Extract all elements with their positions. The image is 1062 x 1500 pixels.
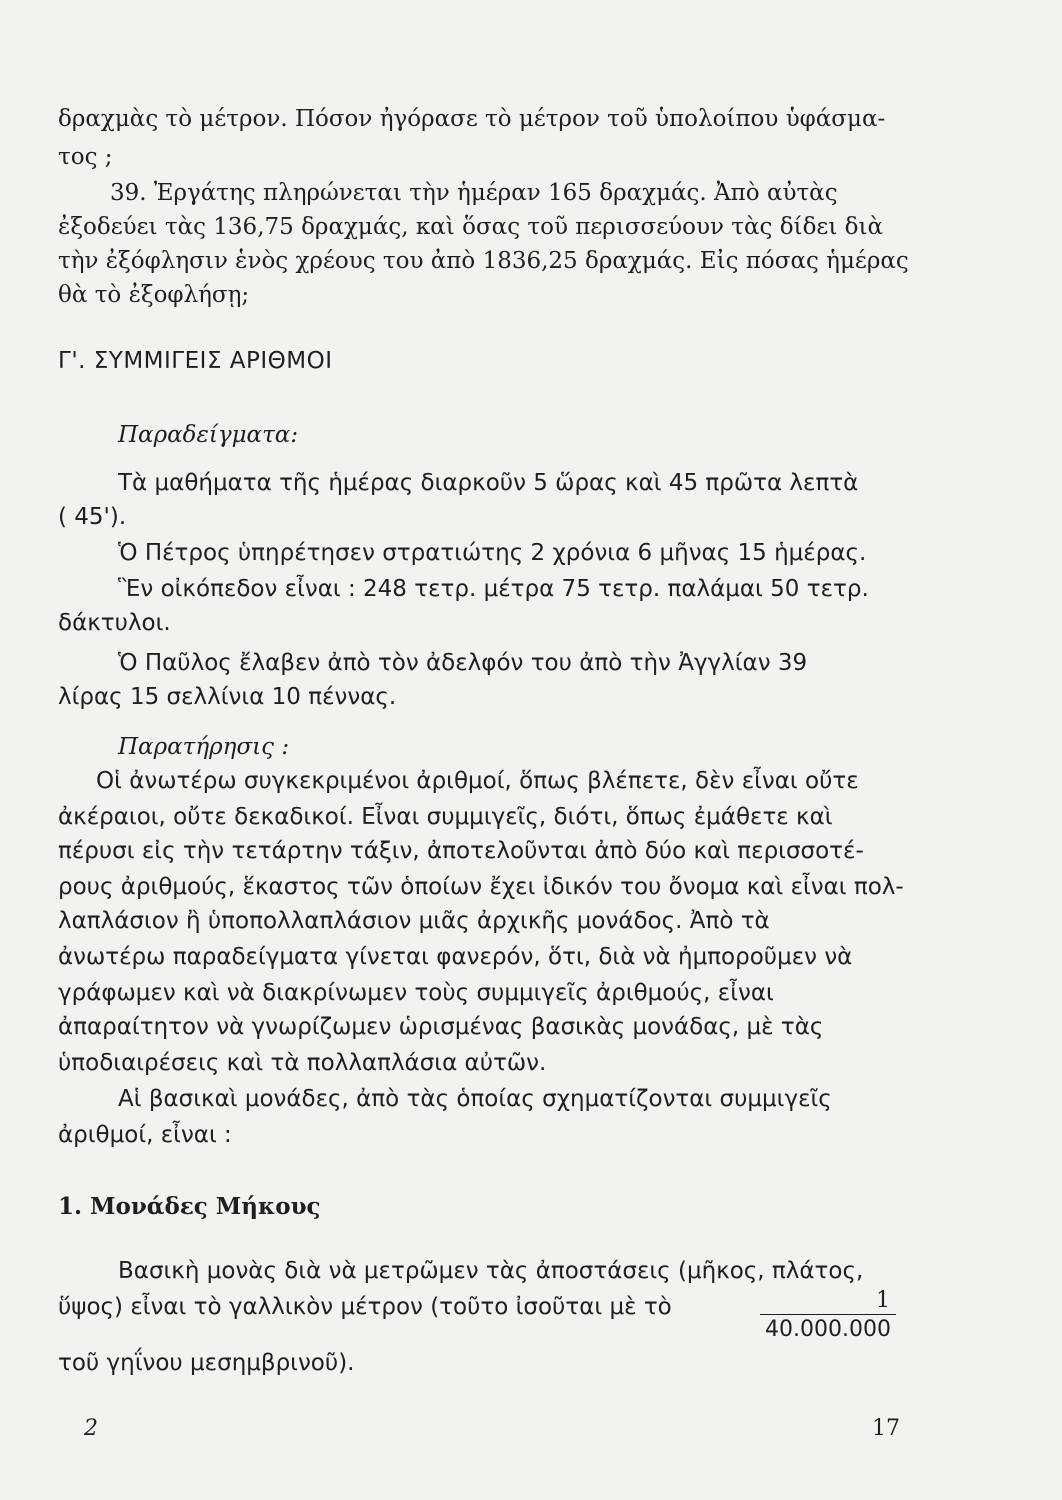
length-units-line: ὕψος) εἶναι τὸ γαλλικὸν μέτρον (τοῦτο ἰσοῦται μὲ τὸ [58,1294,672,1320]
length-units-line: Βασικὴ μονὰς διὰ νὰ μετρῶμεν τὰς ἀποστάσεις (μῆκος, πλάτος, [118,1258,864,1284]
example-line: ( 45'). [58,504,127,530]
observation-line: Οἱ ἀνωτέρω συγκεκριμένοι ἀριθμοί, ὅπως βλέπετε, δὲν εἶναι οὔτε [96,768,859,794]
length-units-line: τοῦ γηΐνου μεσημβρινοῦ). [58,1350,355,1376]
observation-line: πέρυσι εἰς τὴν τετάρτην τάξιν, ἀποτελοῦνται ἀπὸ δύο καὶ περισσοτέ- [58,838,864,864]
signature-mark: 2 [84,1416,98,1441]
observation-line: λαπλάσιον ἢ ὑποπολλαπλάσιον μιᾶς ἀρχικῆς μονάδος. Ἀπὸ τὰ [58,908,770,934]
observation-line: ἀνωτέρω παραδείγματα γίνεται φανερόν, ὅτι, διὰ νὰ ἠμποροῦμεν νὰ [58,944,853,970]
example-line: Ὁ Παῦλος ἔλαβεν ἀπὸ τὸν ἀδελφόν του ἀπὸ τὴν Ἀγγλίαν 39 [118,650,808,676]
fraction-numerator: 1 [876,1288,890,1313]
observation-line: Αἱ βασικαὶ μονάδες, ἀπὸ τὰς ὁποίας σχηματίζονται συμμιγεῖς [118,1086,832,1112]
fraction [760,1288,896,1345]
subsection-heading: 1. Μονάδες Μήκους [58,1193,321,1220]
observation-line: ρους ἀριθμούς, ἕκαστος τῶν ὁποίων ἔχει ἰδικόν του ὄνομα καὶ εἶναι πολ- [58,874,904,900]
paragraph-line: ἐξοδεύει τὰς 136,75 δραχμάς, καὶ ὅσας τοῦ περισσεύουν τὰς δίδει διὰ [58,214,884,240]
example-line: δάκτυλοι. [58,610,171,636]
observation-line: ἀριθμοί, εἶναι : [58,1122,232,1148]
observation-line: ἀκέραιοι, οὔτε δεκαδικοί. Εἶναι συμμιγεῖς, διότι, ὅπως ἐμάθετε καὶ [58,804,833,830]
examples-label: Παραδείγματα: [118,422,299,448]
observation-line: ὑποδιαιρέσεις καὶ τὰ πολλαπλάσια αὐτῶν. [58,1050,547,1076]
text-line: δραχμὰς τὸ μέτρον. Πόσον ἠγόρασε τὸ μέτρον τοῦ ὑπολοίπου ὑφάσμα- [58,106,886,132]
example-line: Ὁ Πέτρος ὑπηρέτησεν στρατιώτης 2 χρόνια 6 μῆνας 15 ἡμέρας. [118,540,867,566]
paragraph-line: τὴν ἐξόφλησιν ἑνὸς χρέους του ἀπὸ 1836,25 δραχμάς. Εἰς πόσας ἡμέρας [58,248,909,274]
example-line: Ἓν οἰκόπεδον εἶναι : 248 τετρ. μέτρα 75 τετρ. παλάμαι 50 τετρ. [118,576,869,602]
page-number: 17 [872,1416,900,1441]
problem-39-line: 39. Ἐργάτης πληρώνεται τὴν ἡμέραν 165 δραχμάς. Ἀπὸ αὐτὰς [110,180,838,206]
example-line: Τὰ μαθήματα τῆς ἡμέρας διαρκοῦν 5 ὥρας καὶ 45 πρῶτα λεπτὰ [118,470,859,496]
observation-line: γράφωμεν καὶ νὰ διακρίνωμεν τοὺς συμμιγεῖς ἀριθμούς, εἶναι [58,980,774,1006]
paragraph-line: τος ; [58,144,113,170]
fraction-denominator: 40.000.000 [765,1317,891,1342]
example-line: λίρας 15 σελλίνια 10 πέννας. [58,684,397,710]
paragraph-line [58,104,898,134]
section-heading: Γ'. ΣΥΜΜΙΓΕΙΣ ΑΡΙΘΜΟΙ [58,348,333,374]
observation-line: ἀπαραίτητον νὰ γνωρίζωμεν ὡρισμένας βασικὰς μονάδας, μὲ τὰς [58,1014,824,1040]
observation-label: Παρατήρησις : [118,734,290,760]
paragraph-line: θὰ τὸ ἐξοφλήσῃ; [58,282,250,308]
